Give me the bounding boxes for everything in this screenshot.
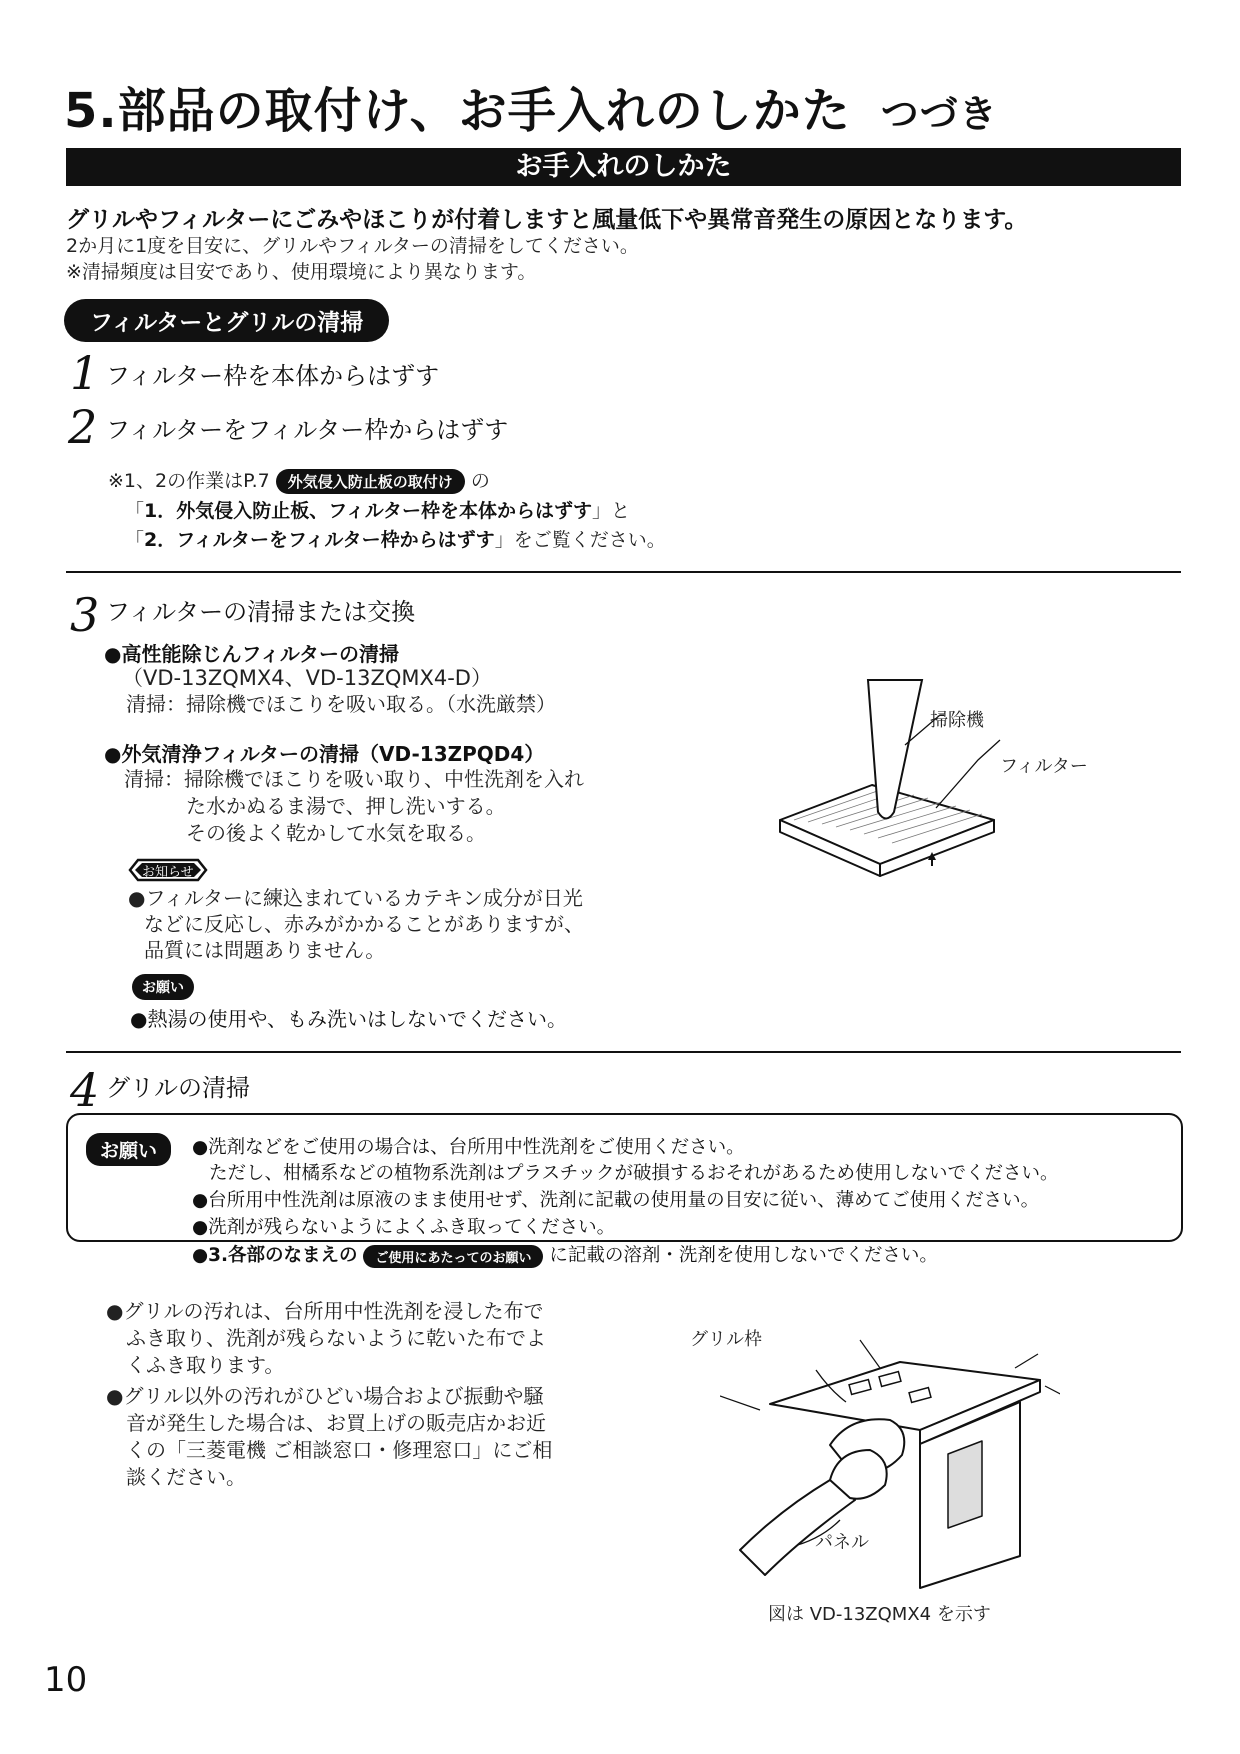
info-tag-label: お知らせ — [142, 865, 194, 880]
filter-b-method-3: その後よく乾かして水気を取る。 — [186, 821, 486, 845]
step-4-number: 4 — [70, 1063, 100, 1117]
info-line-3: 品質には問題ありません。 — [144, 938, 386, 962]
section-bar: お手入れのしかた — [66, 148, 1181, 186]
page-number: 10 — [44, 1660, 88, 1700]
grill-text-block — [106, 1298, 552, 1491]
grill-line: 音が発生した場合は、お買上げの販売店かお近 — [126, 1411, 546, 1435]
divider — [66, 1051, 1181, 1053]
step-1-text: フィルター枠を本体からはずす — [106, 362, 440, 390]
label-filter: フィルター — [1000, 756, 1088, 777]
grill-cleaning-figure — [720, 1320, 1060, 1600]
info-tag — [128, 858, 208, 886]
filter-b-heading: ●外気清浄フィルターの清掃（VD-13ZPQD4） — [104, 742, 545, 766]
request-box-line-2: ただし、柑橘系などの植物系洗剤はプラスチックが破損するおそれがあるため使用しないでください。 — [209, 1163, 1059, 1184]
intro-line-3: ※清掃頻度は目安であり、使用環境により異なります。 — [66, 261, 537, 283]
request-box-line-3: ●台所用中性洗剤は原液のまま使用せず、洗剤に記載の使用量の目安に従い、薄めてご使用ください。 — [192, 1190, 1040, 1211]
step-4-text: グリルの清掃 — [106, 1074, 250, 1102]
info-line-1: ●フィルターに練込まれているカテキン成分が日光 — [128, 886, 583, 910]
step-3-text: フィルターの清掃または交換 — [106, 598, 416, 626]
label-grill-frame: グリル枠 — [690, 1329, 762, 1350]
intro-lead: グリルやフィルターにごみやほこりが付着しますと風量低下や異常音発生の原因となります。 — [66, 207, 1028, 233]
divider — [66, 571, 1181, 573]
request-box-line-4: ●洗剤が残らないようによくふき取ってください。 — [192, 1217, 616, 1238]
intro-line-2: 2か月に1度を目安に、グリルやフィルターの清掃をしてください。 — [66, 235, 639, 257]
filter-vacuum-figure — [760, 660, 1100, 900]
step-2-number: 2 — [68, 400, 98, 454]
step-2-text: フィルターをフィルター枠からはずす — [106, 416, 509, 444]
filter-leader — [936, 740, 1000, 808]
label-panel: パネル — [815, 1532, 869, 1553]
step-3-number: 3 — [70, 588, 100, 642]
grill-line: 談ください。 — [126, 1465, 246, 1489]
grill-line: くふき取ります。 — [126, 1353, 285, 1377]
subsection-pill: フィルターとグリルの清掃 — [64, 299, 389, 342]
request-box-line-5: ●3.各部のなまえの ご使用にあたってのお願い に記載の溶剤・洗剤を使用しないでください。 — [192, 1245, 938, 1266]
grill-line: ふき取り、洗剤が残らないように乾いた布でよ — [126, 1326, 546, 1350]
label-vacuum: 掃除機 — [930, 710, 984, 731]
filter-a-models: （VD-13ZQMX4、VD-13ZQMX4-D） — [122, 666, 492, 690]
usage-request-pill: ご使用にあたってのお願い — [363, 1245, 543, 1268]
ref-note-line-2: 「1．外気侵入防止板、フィルター枠を本体からはずす」と — [125, 500, 630, 522]
info-line-2: などに反応し、赤みがかかることがありますが、 — [144, 912, 584, 936]
filter-b-method-1: 清掃：掃除機でほこりを吸い取り、中性洗剤を入れ — [124, 767, 584, 791]
request-box-tag: お願い — [86, 1133, 171, 1166]
ref-page-pill: 外気侵入防止板の取付け — [276, 469, 465, 494]
figure-caption: 図は VD-13ZQMX4 を示す — [768, 1604, 991, 1625]
filter-a-method: 清掃：掃除機でほこりを吸い取る。（水洗厳禁） — [126, 692, 556, 716]
page-title: 5.部品の取付け、お手入れのしかた つづき — [64, 83, 998, 139]
panel-grill-area — [948, 1441, 982, 1528]
grill-line: くの「三菱電機 ご相談窓口・修理窓口」にご相 — [126, 1438, 553, 1462]
request-box-line-1: ●洗剤などをご使用の場合は、台所用中性洗剤をご使用ください。 — [192, 1137, 745, 1158]
grill-line: ●グリル以外の汚れがひどい場合および振動や騒 — [106, 1384, 544, 1408]
title-continued: つづき — [880, 92, 998, 136]
ref-note-line-1: ※1、2の作業はP.7 外気侵入防止板の取付け の — [108, 470, 490, 492]
request-tag-small: お願い — [132, 974, 194, 1000]
ref-note-line-3: 「2．フィルターをフィルター枠からはずす」をご覧ください。 — [125, 529, 666, 551]
grill-line: ●グリルの汚れは、台所用中性洗剤を浸した布で — [106, 1299, 544, 1323]
step-1-number: 1 — [70, 346, 100, 400]
request-line: ●熱湯の使用や、もみ洗いはしないでください。 — [130, 1007, 568, 1031]
filter-b-method-2: た水かぬるま湯で、押し洗いする。 — [186, 794, 506, 818]
filter-a-heading: ●高性能除じんフィルターの清掃 — [104, 642, 400, 666]
